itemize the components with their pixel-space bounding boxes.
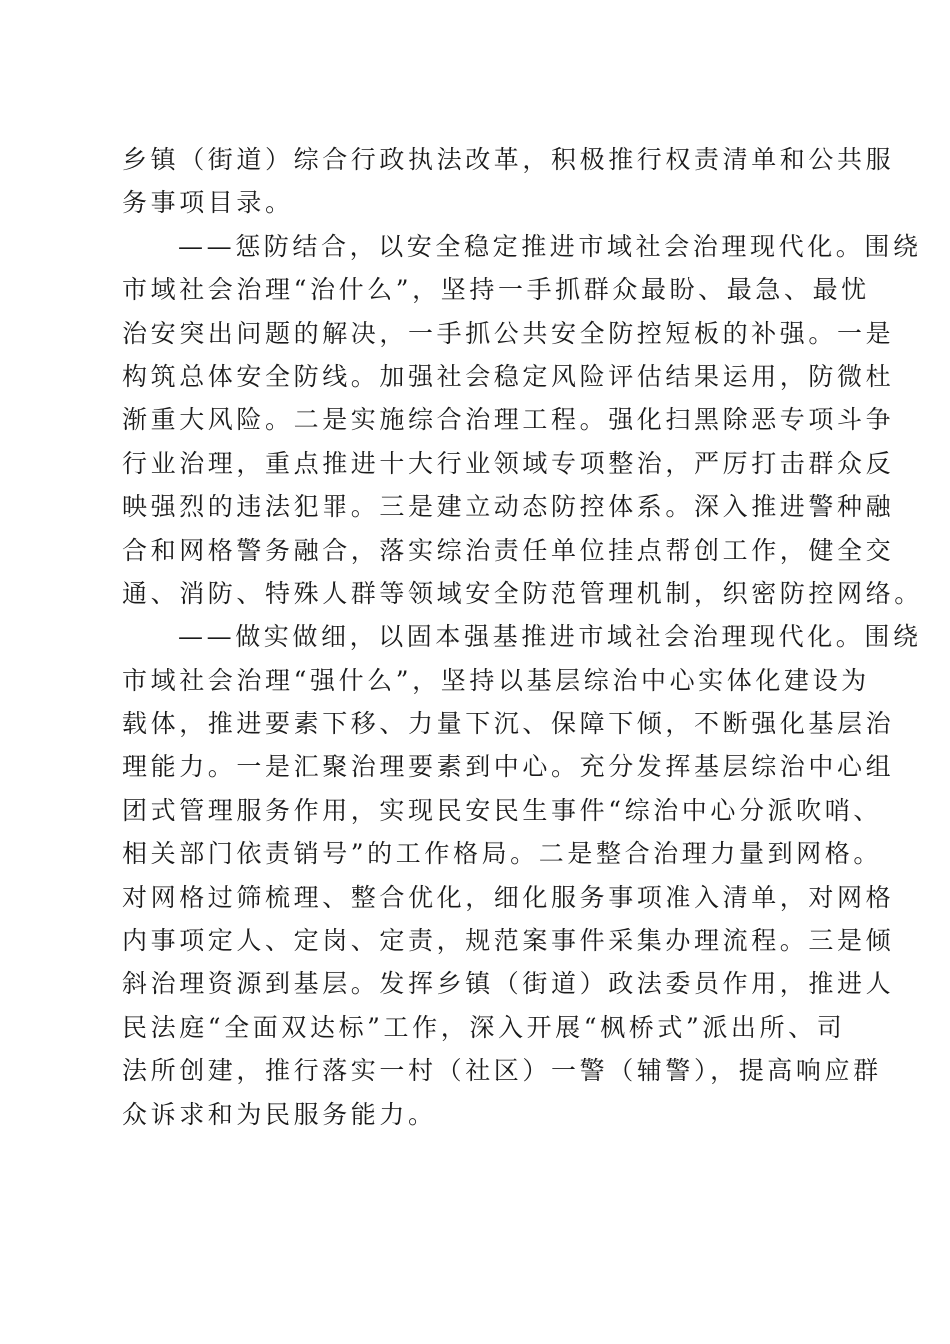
section-heading-line: ——做实做细，以固本强基推进市域社会治理现代化。围绕 <box>178 622 922 652</box>
text-line: 乡镇（街道）综合行政执法改革，积极推行权责清单和公共服 <box>122 145 895 174</box>
text-line: 治安突出问题的解决，一手抓公共安全防控短板的补强。一是 <box>122 318 895 348</box>
text-line: 众诉求和为民服务能力。 <box>122 1099 437 1129</box>
text-line: 法所创建，推行落实一村（社区）一警（辅警），提高响应群 <box>122 1056 882 1086</box>
text-line: 构筑总体安全防线。加强社会稳定风险评估结果运用，防微杜 <box>122 361 895 391</box>
body-text <box>122 138 923 1136</box>
text-line: 映强烈的违法犯罪。三是建立动态防控体系。深入推进警种融 <box>122 492 895 522</box>
text-line: 渐重大风险。二是实施综合治理工程。强化扫黑除恶专项斗争 <box>122 405 895 435</box>
text-line: 对网格过筛梳理、整合优化，细化服务事项准入清单，对网格 <box>122 882 895 912</box>
text-line: 合和网格警务融合，落实综治责任单位挂点帮创工作，健全交 <box>122 535 895 565</box>
section-heading-line: ——惩防结合，以安全稳定推进市域社会治理现代化。围绕 <box>178 231 922 261</box>
text-line: 理能力。一是汇聚治理要素到中心。充分发挥基层综治中心组 <box>122 752 895 782</box>
text-line: 民法庭“全面双达标”工作，深入开展“枫桥式”派出所、司 <box>122 1012 846 1042</box>
text-line: 市域社会治理“强什么”，坚持以基层综治中心实体化建设为 <box>122 665 870 695</box>
text-line: 通、消防、特殊人群等领域安全防范管理机制，织密防控网络。 <box>122 578 923 608</box>
text-line: 载体，推进要素下移、力量下沉、保障下倾，不断强化基层治 <box>122 709 895 739</box>
text-line: 内事项定人、定岗、定责，规范案事件采集办理流程。三是倾 <box>122 926 895 956</box>
text-line: 相关部门依责销号”的工作格局。二是整合治理力量到网格。 <box>122 839 882 869</box>
text-line: 行业治理，重点推进十大行业领域专项整治，严厉打击群众反 <box>122 448 895 478</box>
text-line: 团式管理服务作用，实现民安民生事件“综治中心分派吹哨、 <box>122 795 882 825</box>
text-line: 务事项目录。 <box>122 188 294 218</box>
text-line: 斜治理资源到基层。发挥乡镇（街道）政法委员作用，推进人 <box>122 969 895 999</box>
text-line: 市域社会治理“治什么”，坚持一手抓群众最盼、最急、最忧 <box>122 275 870 305</box>
